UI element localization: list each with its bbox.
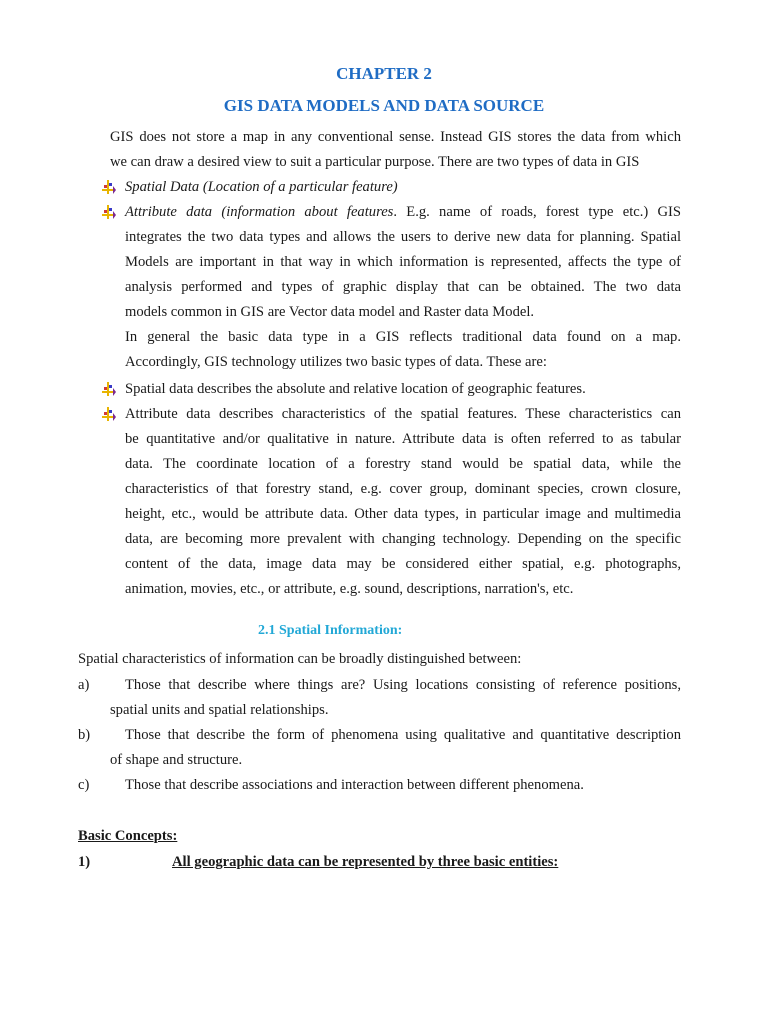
para-line: In general the basic data type in a GIS reflects traditional data found on a map. <box>125 329 681 345</box>
spatial-intro: Spatial characteristics of information can be broadly distinguished between: <box>78 651 522 667</box>
chapter-label: CHAPTER 2 <box>336 64 432 83</box>
bullet-attribute-italic: Attribute data (information about features <box>125 204 394 220</box>
basic-entities-statement: All geographic data can be represented by three basic entities: <box>172 854 559 870</box>
intro-line: we can draw a desired view to suit a particular purpose. There are two types of data in GIS <box>110 154 640 170</box>
attribute-line: animation, movies, etc., or attribute, e.g. sound, descriptions, narration's, etc. <box>125 581 574 597</box>
bullet-attribute-rest: . E.g. name of roads, forest type etc.) GIS <box>393 204 682 220</box>
list-item-line: Those that describe the form of phenomena using qualitative and quantitative description <box>125 727 681 743</box>
intro-line: GIS does not store a map in any conventional sense. Instead GIS stores the data from which <box>110 129 681 145</box>
list-item-line: spatial units and spatial relationships. <box>110 702 329 718</box>
para-line: Accordingly, GIS technology utilizes two basic types of data. These are: <box>125 354 547 370</box>
attribute-line: height, etc., would be attribute data. Other data types, in particular image and multimedia <box>125 506 681 522</box>
arrow-bullet-icon <box>102 180 116 194</box>
bullet-spatial-description: Spatial data describes the absolute and relative location of geographic features. <box>125 381 586 397</box>
list-item-line: of shape and structure. <box>110 752 243 768</box>
bullet-spatial-data: Spatial Data (Location of a particular feature) <box>125 179 398 195</box>
item-number: 1) <box>78 854 91 870</box>
para-line: Models are important in that way in which information is represented, affects the type of <box>125 254 681 270</box>
arrow-bullet-icon <box>102 205 116 219</box>
list-marker: b) <box>78 727 91 743</box>
list-item-line: Those that describe where things are? Using locations consisting of reference positions, <box>125 677 681 693</box>
basic-concepts-heading: Basic Concepts: <box>78 828 178 844</box>
attribute-line: data. The coordinate location of a forestry stand would be spatial data, while the <box>125 456 681 472</box>
arrow-bullet-icon <box>102 407 116 421</box>
para-line: models common in GIS are Vector data model and Raster data Model. <box>125 304 535 320</box>
attribute-line: content of the data, image data may be considered either spatial, e.g. photographs, <box>125 556 681 572</box>
attribute-line: Attribute data describes characteristics of the spatial features. These characteristics can <box>125 406 681 422</box>
attribute-line: be quantitative and/or qualitative in nature. Attribute data is often referred to as tabular <box>125 431 681 447</box>
attribute-line: characteristics of that forestry stand, e.g. cover group, dominant species, crown closure, <box>125 481 681 497</box>
list-item-line: Those that describe associations and interaction between different phenomena. <box>125 777 584 793</box>
attribute-line: data, are becoming more prevalent with changing technology. Depending on the specific <box>125 531 681 547</box>
page-title: GIS DATA MODELS AND DATA SOURCE <box>223 96 545 115</box>
bullet-attribute-data <box>125 203 681 221</box>
list-marker: a) <box>78 677 90 693</box>
para-line: integrates the two data types and allows the users to derive new data for planning. Spatial <box>125 229 681 245</box>
para-line: analysis performed and types of graphic display that can be obtained. The two data <box>125 279 681 295</box>
arrow-bullet-icon <box>102 382 116 396</box>
section-heading: 2.1 Spatial Information: <box>258 623 403 638</box>
list-marker: c) <box>78 777 90 793</box>
